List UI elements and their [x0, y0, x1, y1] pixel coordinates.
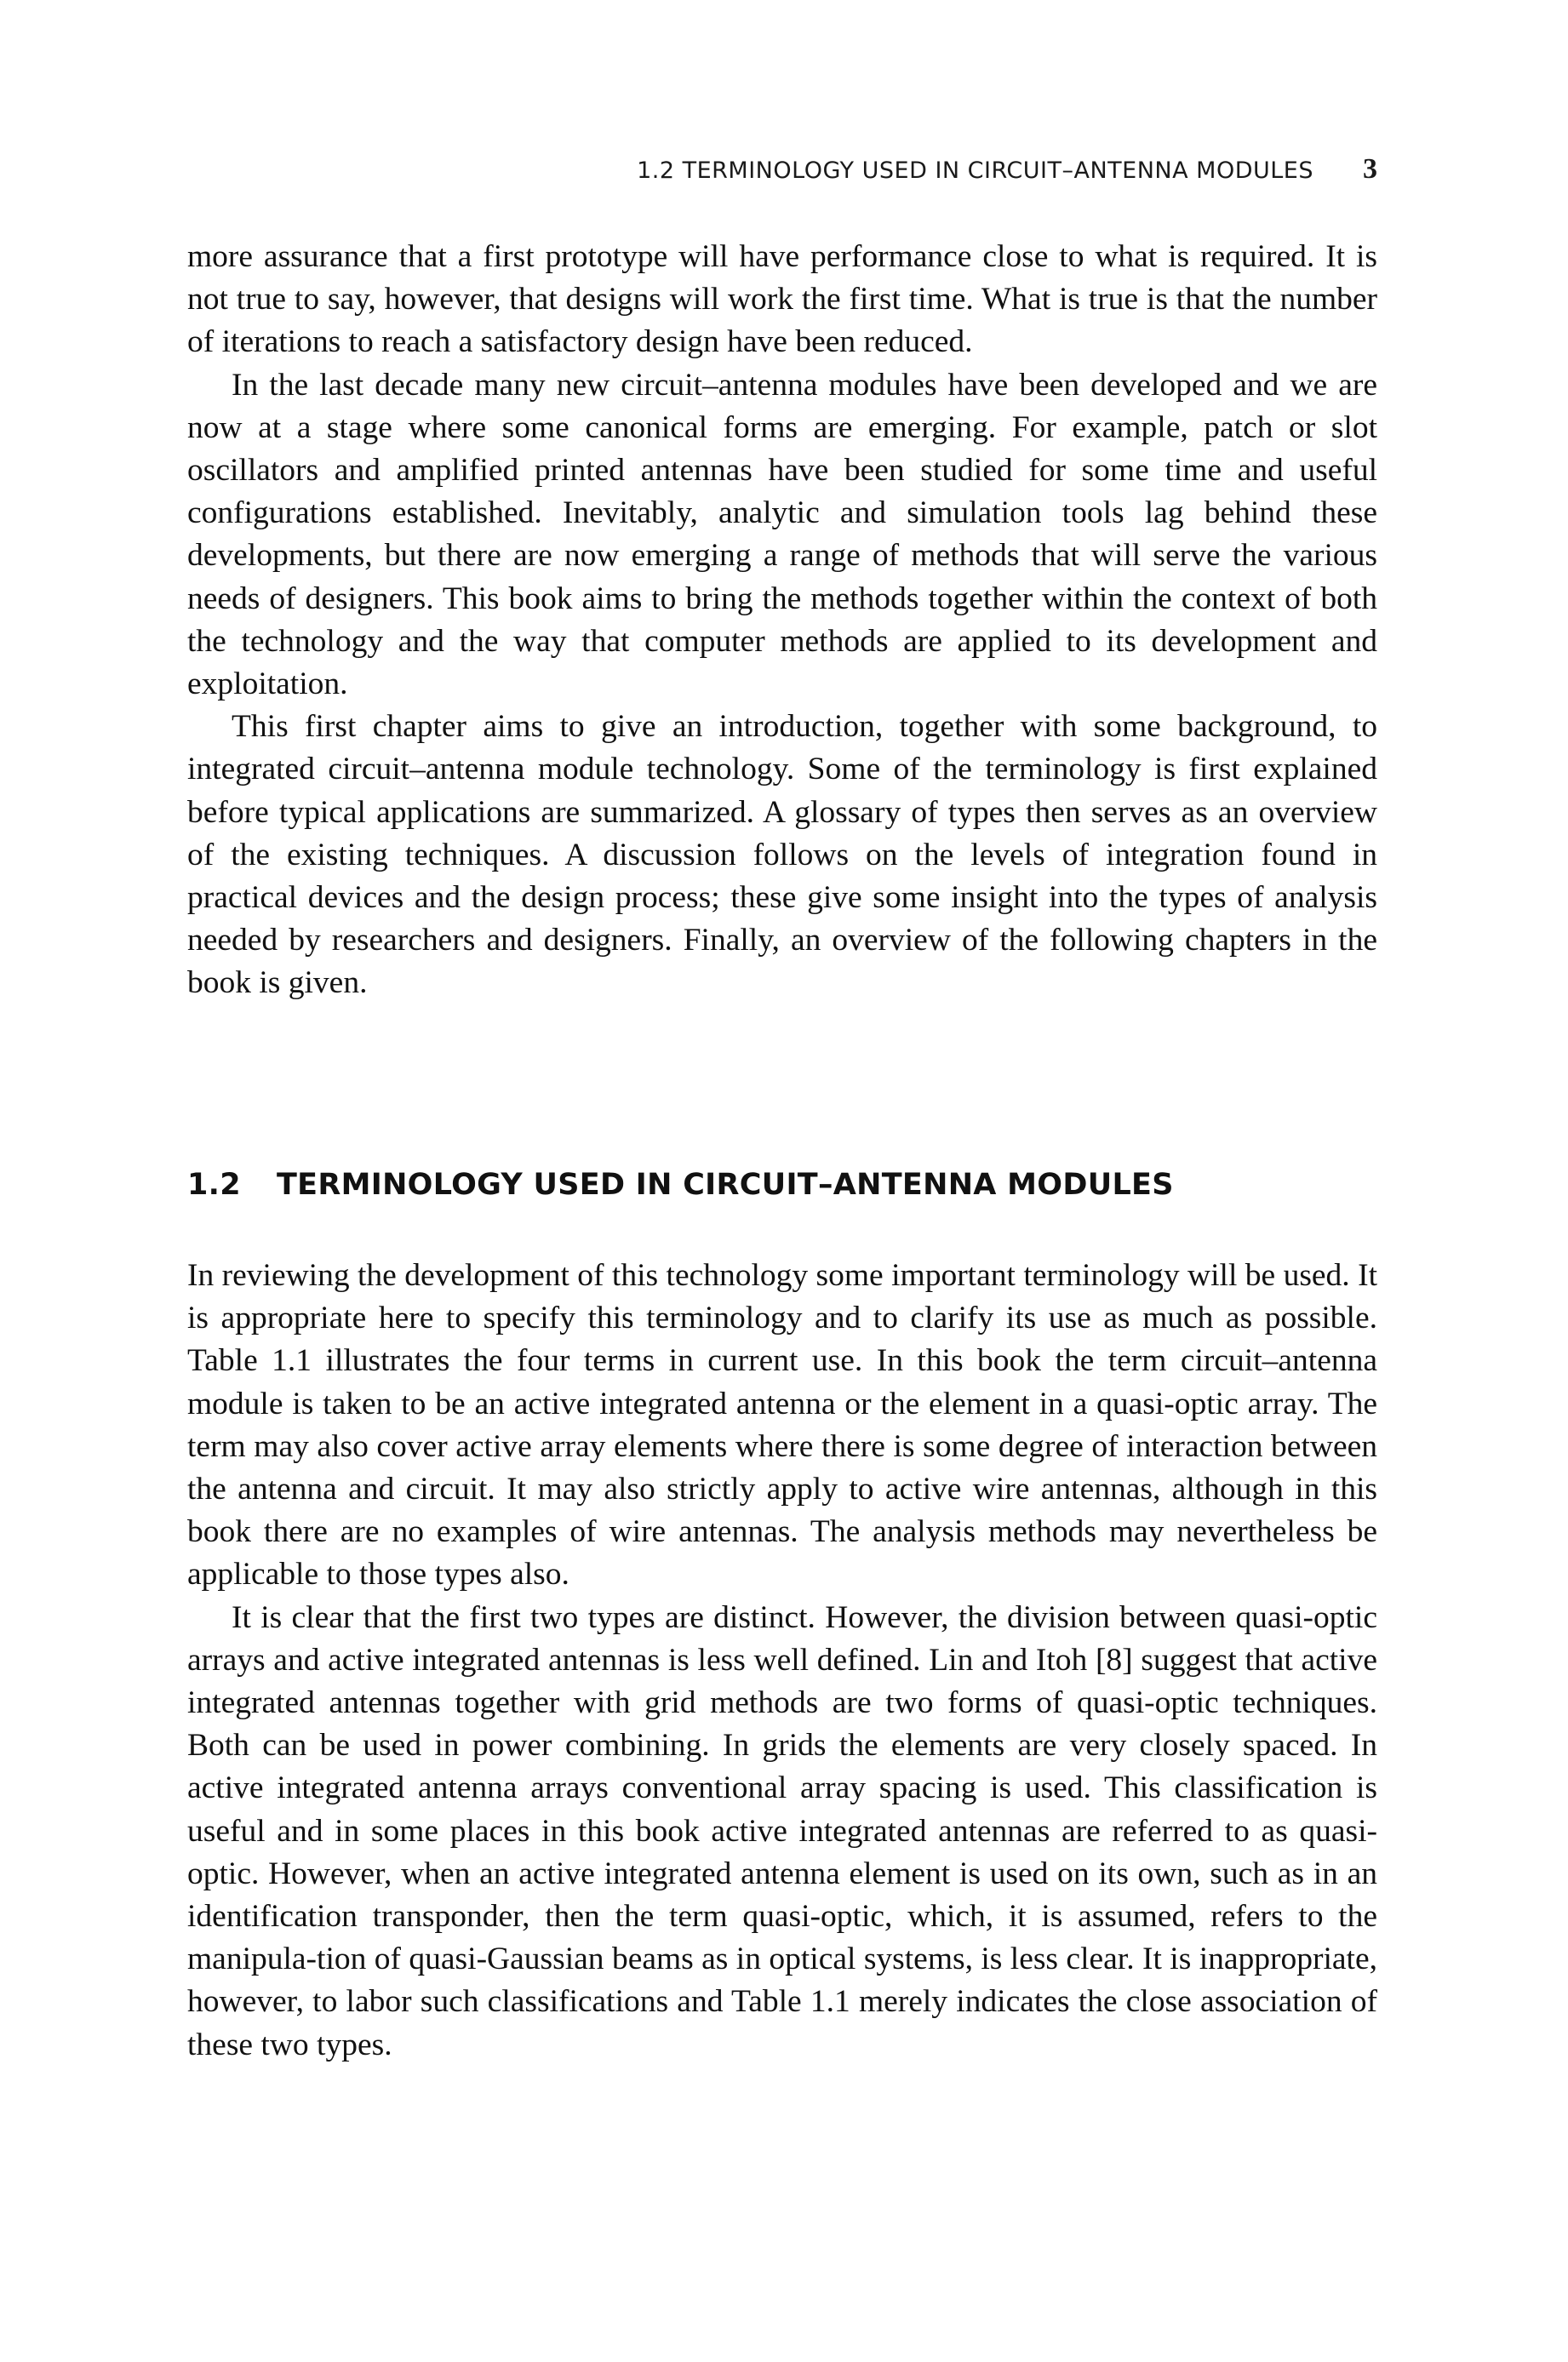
paragraph: In the last decade many new circuit–antenna modules have been developed and we are now at a stage where some canonical forms are emerging. For example, patch or slot oscillators and amplified printed antennas have been studied for some time and useful configurations established. Inevitably, analytic and simulation tools lag behind these developments, but there are now emerging a range of methods that will serve the various needs of designers. This book aims to bring the methods together within the context of both the technology and the way that computer methods are applied to its development and exploitation.	[187, 367, 1377, 702]
running-head-title: 1.2 TERMINOLOGY USED IN CIRCUIT–ANTENNA MODULES	[637, 157, 1313, 184]
section-number: 1.2	[187, 1168, 241, 1202]
intro-text-block	[187, 236, 1377, 1005]
section-heading	[187, 1168, 1377, 1202]
page-number: 3	[1363, 153, 1377, 185]
paragraph: This first chapter aims to give an introduction, together with some background, to integrated circuit–antenna module technology. Some of the terminology is first explained before typical applications are summarized. A glossary of types then serves as an overview of the existing techniques. A discussion follows on the levels of integration found in practical devices and the design process; these give some insight into the types of analysis needed by researchers and designers. Finally, an overview of the following chapters in the book is given.	[187, 709, 1377, 1001]
section-text-block	[187, 1255, 1377, 2067]
running-head	[187, 153, 1377, 194]
paragraph: It is clear that the first two types are distinct. However, the division between quasi-optic arrays and active integrated antennas is less well defined. Lin and Itoh [8] suggest that active integrated antennas together with grid methods are two forms of quasi-optic techniques. Both can be used in power combining. In grids the elements are very closely spaced. In active integrated antenna arrays conventional array spacing is used. This classification is useful and in some places in this book active integrated antennas are referred to as quasi-optic. However, when an active integrated antenna element is used on its own, such as in an identification transponder, then the term quasi-optic, which, it is assumed, refers to the manipula-tion of quasi-Gaussian beams as in optical systems, is less clear. It is inappropriate, however, to labor such classifications and Table 1.1 merely indicates the close association of these two types.	[187, 1599, 1377, 2062]
paragraph: In reviewing the development of this technology some important terminology will be used. It is appropriate here to specify this terminology and to clarify its use as much as possible. Table 1.1 illustrates the four terms in current use. In this book the term circuit–antenna module is taken to be an active integrated antenna or the element in a quasi-optic array. The term may also cover active array elements where there is some degree of interaction between the antenna and circuit. It may also strictly apply to active wire antennas, although in this book there are no examples of wire antennas. The analysis methods may nevertheless be applicable to those types also.	[187, 1258, 1377, 1593]
paragraph-continuation: more assurance that a first prototype will have performance close to what is required. It is not true to say, however, that designs will work the first time. What is true is that the number of iterations to reach a satisfactory design have been reduced.	[187, 239, 1377, 360]
section-title: TERMINOLOGY USED IN CIRCUIT–ANTENNA MODULES	[277, 1168, 1174, 1202]
